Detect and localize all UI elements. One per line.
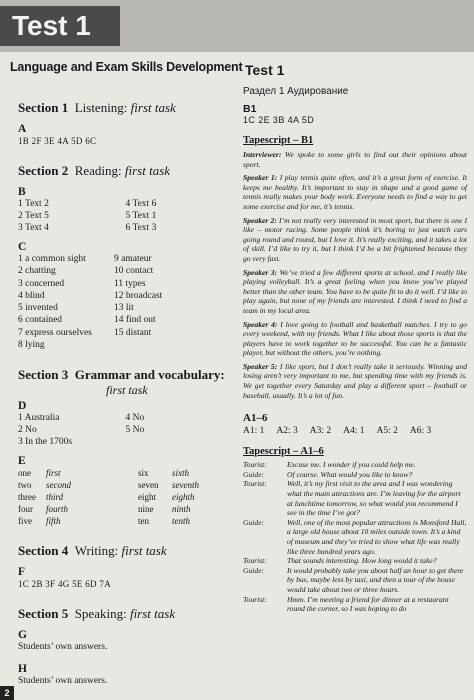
speaker-5: Speaker 5: I like sport, but I don’t really take it seriously. Winning and losing aren’t very important to me, but spending time with my friends is. We get together every Saturday and play a different sport – football or baseball, usually. It’s a lot of fun. [243, 361, 467, 400]
answer-letter-g: G [18, 629, 27, 642]
section-4-heading: Section 4 Writing: first task [18, 543, 167, 559]
answer-letter-d: D [18, 400, 27, 413]
tapescript-a-heading: Tapescript – A1–6 [243, 446, 324, 458]
answers-g: Students’ own answers. [18, 642, 108, 653]
answers-f: 1C 2B 3F 4G 5E 6D 7A [18, 579, 112, 590]
test-badge: Test 1 [0, 6, 120, 46]
speaker-4: Speaker 4: I love going to football and basketball matches. I try to go every weekend, with my friends. What I like about those sports is that the players have to work together to be successful. You can be a fantastic player, but without the others, you’re nothing. [243, 319, 467, 358]
page-number: 2 [0, 686, 14, 700]
right-title: Test 1 [245, 62, 285, 78]
tapescript-b1-heading: Tapescript – B1 [243, 135, 314, 146]
interviewer-line: Interviewer: We spoke to some girls to find out their opinions about sport. [243, 150, 467, 169]
answers-a1-6: A1: 1 A2: 3 A3: 2 A4: 1 A5: 2 A6: 3 [243, 426, 432, 437]
answers-b: 1 Text 2 2 Text 5 3 Text 4 4 Text 6 5 Text 1 6 Text 3 [18, 199, 157, 233]
page-title: Language and Exam Skills Development [10, 60, 243, 74]
answer-letter-b: B [18, 186, 26, 198]
section-5-heading: Section 5 Speaking: first task [18, 606, 176, 622]
answer-letter-h: H [18, 663, 27, 676]
dialogue: Tourist: Excuse me. I wonder if you could help me. Guide: Of course. What would you like to know? Tourist: Well, it’s my first visit to the area and I was wondering what the main attractions are. I’m leaving for the airport at lunchtime tomorrow, so what would you recommend I see in the time I’ve got? Guide: Well, one of the most popular attractions is Monsford Hall, a large old house about 10 miles outside town. It’s a kind of museum and they’ve tried to show what life was really like three hundred years ago. Tourist: That sounds interesting. How long would it take? Guide: It would probably take you about half an hour to get there by bus, maybe less by taxi, and then a tour of the house would take about two or three hours. Tourist: Hmm. I’m meeting a friend for dinner at a restaurant round the corner, so I was hoping to do [243, 460, 467, 614]
answers-d: 1 Australia 2 No 3 In the 1700s 4 No 5 No [18, 413, 145, 448]
left-column [18, 90, 233, 687]
answer-letter-a: A [18, 123, 27, 135]
speaker-2: Speaker 2: I’m not really very interested in most sport, but there is one I like – motor racing. Some people think it’s boring to just watch cars going round and round, but I love it. It’s really exciting, and it takes a lot of skill. I’d like to try it, but I think I’d be a bit frightened because they go very fast. [243, 215, 467, 263]
answers-e: one first six sixth two second seven seventh three third eight eighth four fourth nine ninth five fifth ten tenth [18, 468, 199, 527]
answer-letter-b1: B1 [243, 103, 257, 115]
answers-h: Students’ own answers. [18, 676, 108, 687]
section-3-task: first task [106, 383, 148, 398]
answers-c: 1 a common sight 2 chatting 3 concerned 4 blind 5 invented 6 contained 7 express ourselves 8 lying 9 amateur 10 contact 11 types 12 broadcast 13 lit 14 find out 15 distant [18, 254, 163, 351]
answer-letter-e: E [18, 455, 26, 468]
speaker-3: Speaker 3: We’ve tried a few different sports at school, and I really like playing volleyball. It’s a great feeling when you know you’ve played better than the other team. You have to be quite fit to do it well. I’d like to play again, but none of my friends are interested. I think I need to find a team in my local area. [243, 267, 467, 315]
answer-letter-f: F [18, 566, 26, 579]
speaker-1: Speaker 1: I play tennis quite often, and it’s a great form of exercise. It keeps me healthy. It’s important to stay in shape and a good game of tennis really makes your body work. Everyone needs to find a way to get some exercise and for me, it’s tennis. [243, 173, 468, 211]
answer-letter-c: C [18, 241, 27, 253]
section-3-heading: Section 3 Grammar and vocabulary: [18, 367, 225, 383]
razdel-heading: Раздел 1 Аудирование [243, 86, 349, 97]
section-1-heading: Section 1 Listening: first task [18, 100, 176, 115]
answers-a: 1B 2F 3E 4A 5D 6C [18, 136, 97, 146]
answer-letter-a1-6: A1–6 [243, 412, 268, 425]
right-column [243, 82, 467, 614]
answers-b1: 1C 2E 3B 4A 5D [243, 115, 315, 125]
section-2-heading: Section 2 Reading: first task [18, 163, 171, 178]
